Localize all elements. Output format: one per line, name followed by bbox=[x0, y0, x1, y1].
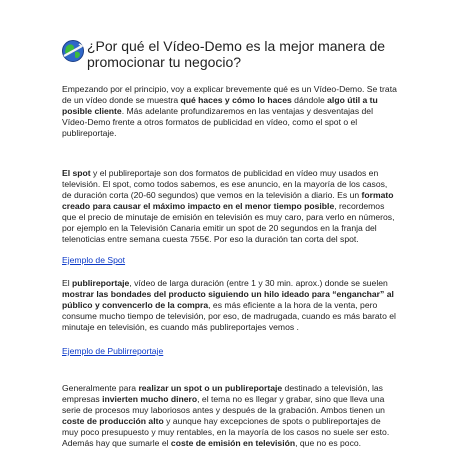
publireportaje-example-link[interactable]: Ejemplo de Publirreportaje bbox=[62, 346, 164, 356]
intro-paragraph bbox=[62, 84, 398, 139]
costs-paragraph bbox=[62, 383, 398, 449]
text-run: , recordemos que el precio de minutaje de emisión en televisión es muy caro, para verlo en números, por ejemplo en la Televisión Canaria emitir un spot de 20 segundos en la franja del telenoticias entre semana cuesta 755€. Por eso la duración tan corta del spot. bbox=[62, 201, 395, 244]
text-run: destinado a televisión, las empresas bbox=[62, 383, 383, 404]
text-run: . Más adelante profundizaremos en las ventajas y desventajas del Vídeo-Demo frente a otros formatos de publicidad en vídeo, como el spot o el publireportaje. bbox=[62, 106, 373, 138]
bold-text-run: qué haces y cómo lo haces bbox=[180, 95, 292, 105]
bold-text-run: realizar un spot o un publireportaje bbox=[138, 383, 283, 393]
text-run: El bbox=[62, 278, 73, 288]
text-run: Generalmente para bbox=[62, 383, 139, 393]
text-run: , que no es poco. bbox=[295, 438, 362, 448]
bold-text-run: El spot bbox=[62, 168, 91, 178]
bold-text-run: coste de emisión en televisión bbox=[170, 438, 296, 448]
globe-icon bbox=[61, 39, 85, 63]
bold-text-run: algo útil a tu posible cliente bbox=[62, 95, 378, 116]
bold-text-run: formato creado para causar el máximo impacto en el menor tiempo posible bbox=[62, 190, 394, 211]
page-title: ¿Por qué el Vídeo-Demo es la mejor manera de promocionar tu negocio? bbox=[87, 38, 386, 70]
text-run: y aunque hay excepciones de spots o publireportajes de muy poco presupuesto y muy rentables, en la mayoría de los casos no suele ser esto. Además hay que sumarle el bbox=[62, 416, 390, 448]
bold-text-run: publireportaje bbox=[72, 278, 130, 288]
bold-text-run: mostrar las bondades del producto siguiendo un hilo ideado para “enganchar” al público y convencerlo de la compra bbox=[62, 289, 394, 310]
spot-example-link[interactable]: Ejemplo de Spot bbox=[62, 255, 126, 265]
text-run: dándole bbox=[291, 95, 328, 105]
bold-text-run: invierten mucho dinero bbox=[102, 394, 198, 404]
text-run: , vídeo de larga duración (entre 1 y 30 min. aprox.) donde se suelen bbox=[129, 278, 388, 288]
text-run: , es más eficiente a la hora de la venta, pero consume mucho tiempo de televisión, por eso, de madrugada, cuando es más barato el minutaje en televisión, es cuando más publireportajes vemos . bbox=[62, 300, 396, 332]
publireportaje-paragraph bbox=[62, 278, 398, 333]
bold-text-run: coste de producción alto bbox=[62, 416, 164, 426]
text-run: y el publireportaje son dos formatos de publicidad en vídeo muy usados en televisión. El spot, como todos sabemos, es ese anuncio, en la mayoría de los casos, de duración corta (20-60 segundos) que vemos en la televisión a diario. Es un bbox=[62, 168, 388, 200]
text-run: Empezando por el principio, voy a explicar brevemente qué es un Vídeo-Demo. Se trata de un vídeo donde se muestra bbox=[62, 84, 397, 105]
title-block bbox=[61, 38, 401, 70]
spot-paragraph bbox=[62, 168, 398, 245]
article-body bbox=[62, 84, 398, 449]
text-run: , el tema no es llegar y grabar, sino que lleva una serie de procesos muy laboriosos antes y después de la grabación. Ambos tienen un bbox=[62, 394, 385, 415]
